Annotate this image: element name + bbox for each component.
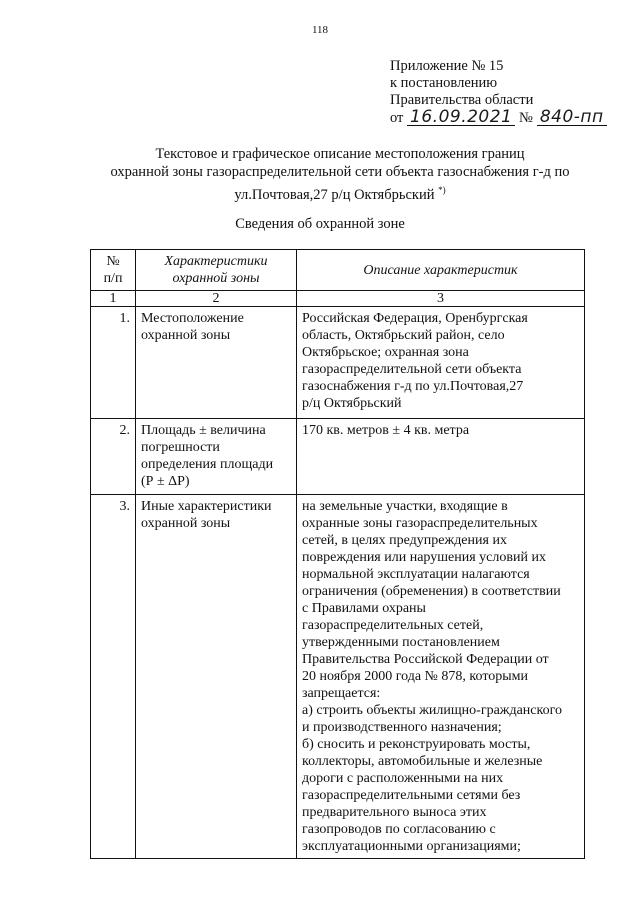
text-line: 20 ноября 2000 года № 878, которыми bbox=[302, 669, 529, 684]
text-line: Правительства Российской Федерации от bbox=[302, 652, 549, 667]
text-line: погрешности bbox=[141, 440, 220, 455]
appendix-line-1: Приложение № 15 bbox=[390, 58, 504, 74]
text-line: сетей, в целях предупреждения их bbox=[302, 533, 507, 548]
text-line: газораспределительных сетей, bbox=[302, 618, 484, 633]
text-line: а) строить объекты жилищно-гражданского bbox=[302, 703, 562, 718]
text-line: ограничения (обременения) в соответствии bbox=[302, 584, 561, 599]
text-line: охранной зоны bbox=[141, 328, 231, 343]
table-row bbox=[91, 419, 585, 495]
text-line: и производственного назначения; bbox=[302, 720, 502, 735]
column-number: 1 bbox=[91, 291, 136, 307]
zone-table bbox=[90, 249, 585, 859]
text-line: Иные характеристики bbox=[141, 499, 272, 514]
text-line: газоснабжения г-д по ул.Почтовая,27 bbox=[302, 379, 524, 394]
title-line-2: охранной зоны газораспределительной сети объекта газоснабжения г-д по bbox=[110, 164, 570, 180]
text-line: нормальной эксплуатации налагаются bbox=[302, 567, 530, 582]
header-description: Описание характеристик bbox=[297, 250, 585, 291]
row-characteristic bbox=[136, 419, 297, 495]
text-line: Местоположение bbox=[141, 311, 244, 326]
text-line: газораспределительной сети объекта bbox=[302, 362, 522, 377]
handwritten-date: 16.09.2021 bbox=[407, 109, 515, 126]
text-line: повреждения или нарушения условий их bbox=[302, 550, 546, 565]
appendix-block bbox=[390, 58, 607, 127]
text-line: охранные зоны газораспределительных bbox=[302, 516, 538, 531]
header-char-line: Характеристики bbox=[164, 254, 268, 269]
text-line: дороги с расположенными на них bbox=[302, 771, 504, 786]
text-line: 170 кв. метров ± 4 кв. метра bbox=[302, 423, 470, 438]
title-line-3-text: ул.Почтовая,27 р/ц Октябрьский bbox=[234, 186, 435, 203]
header-characteristics bbox=[136, 250, 297, 291]
table-header-row bbox=[91, 250, 585, 291]
text-line: (Р ± ΔР) bbox=[141, 474, 190, 489]
section-subtitle: Сведения об охранной зоне bbox=[235, 216, 405, 232]
header-num-line: № bbox=[106, 254, 120, 269]
text-line: Площадь ± величина bbox=[141, 423, 266, 438]
footnote-mark: *) bbox=[438, 185, 446, 195]
header-char-line: охранной зоны bbox=[172, 271, 260, 286]
text-line: определения площади bbox=[141, 457, 274, 472]
text-line: б) сносить и реконструировать мосты, bbox=[302, 737, 531, 752]
text-line: охранной зоны bbox=[141, 516, 231, 531]
row-number: 1. bbox=[91, 307, 136, 419]
text-line: на земельные участки, входящие в bbox=[302, 499, 508, 514]
table-row bbox=[91, 495, 585, 859]
text-line: Российская Федерация, Оренбургская bbox=[302, 311, 528, 326]
text-line: газопроводов по согласованию с bbox=[302, 822, 496, 837]
header-num bbox=[91, 250, 136, 291]
appendix-line-3: Правительства области bbox=[390, 92, 534, 108]
handwritten-number: 840-пп bbox=[537, 109, 607, 126]
text-line: с Правилами охраны bbox=[302, 601, 426, 616]
text-line: Октябрьское; охранная зона bbox=[302, 345, 469, 360]
text-line: область, Октябрьский район, село bbox=[302, 328, 505, 343]
row-description bbox=[297, 419, 585, 495]
column-number: 3 bbox=[297, 291, 585, 307]
text-line: утвержденными постановлением bbox=[302, 635, 500, 650]
column-number-row bbox=[91, 291, 585, 307]
row-number: 3. bbox=[91, 495, 136, 859]
row-characteristic bbox=[136, 495, 297, 859]
appendix-line-2: к постановлению bbox=[390, 75, 498, 91]
row-description bbox=[297, 495, 585, 859]
text-line: запрещается: bbox=[302, 686, 381, 701]
row-number: 2. bbox=[91, 419, 136, 495]
row-description bbox=[297, 307, 585, 419]
text-line: коллекторы, автомобильные и железные bbox=[302, 754, 543, 769]
header-num-line: п/п bbox=[103, 271, 123, 286]
table-row bbox=[91, 307, 585, 419]
text-line: эксплуатационными организациями; bbox=[302, 839, 521, 854]
title-line-3 bbox=[60, 181, 620, 204]
text-line: предварительного выноса этих bbox=[302, 805, 487, 820]
text-line: р/ц Октябрьский bbox=[302, 396, 402, 411]
page-number: 118 bbox=[311, 24, 329, 36]
document-title bbox=[60, 145, 620, 204]
text-line: газораспределительными сетями без bbox=[302, 788, 521, 803]
appendix-date-line bbox=[390, 109, 607, 127]
title-line-1: Текстовое и графическое описание местоположения границ bbox=[155, 146, 525, 162]
column-number: 2 bbox=[136, 291, 297, 307]
date-prefix: от bbox=[390, 110, 404, 126]
row-characteristic bbox=[136, 307, 297, 419]
number-prefix: № bbox=[519, 110, 533, 126]
